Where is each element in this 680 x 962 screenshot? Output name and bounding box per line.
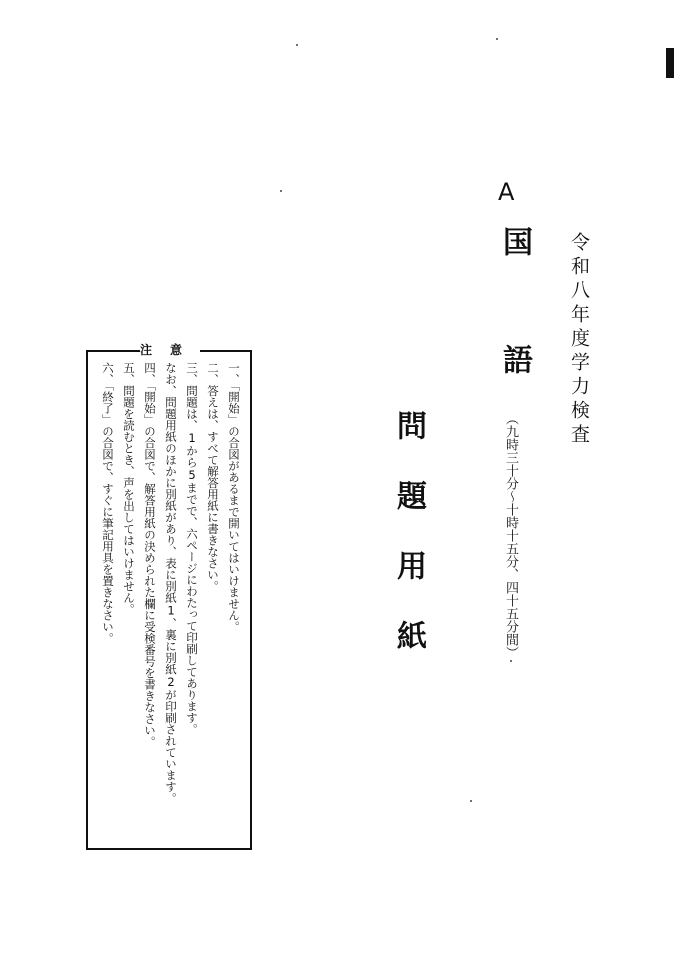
paper-label: 問題用紙 — [391, 410, 426, 690]
exam-time-note: （九時三十分～十時十五分、四十五分間） — [503, 412, 518, 659]
scan-speck — [470, 800, 472, 802]
notice-list — [92, 362, 244, 842]
scan-speck — [496, 38, 498, 40]
notice-item: なお、問題用紙のほかに別紙があり、表に別紙1、裏に別紙2が印刷されています。 — [164, 362, 178, 804]
notice-item: 五、問題を読むとき、声を出してはいけません。 — [122, 362, 136, 615]
registration-mark — [666, 48, 674, 78]
notice-item: 一、「開始」の合図があるまで開いてはいけません。 — [227, 362, 241, 633]
scan-speck — [296, 44, 298, 46]
notice-item: 六、「終了」の合図で、すぐに筆記用具を置きなさい。 — [101, 362, 115, 644]
subject-letter: A — [498, 178, 515, 206]
notice-heading: 注意 — [140, 343, 201, 357]
exam-title: 令和八年度学力検査 — [568, 232, 590, 448]
notice-item: 二、答えは、すべて解答用紙に書きなさい。 — [206, 362, 220, 592]
notice-item: 四、「開始」の合図で、解答用紙の決められた欄に受検番号を書きなさい。 — [143, 362, 157, 748]
notice-item: 三、問題は、1から5までで、六ページにわたって印刷してあります。 — [185, 362, 199, 735]
scan-speck — [280, 190, 282, 192]
subject-name: 国語 — [497, 226, 532, 462]
scan-speck — [510, 660, 512, 662]
